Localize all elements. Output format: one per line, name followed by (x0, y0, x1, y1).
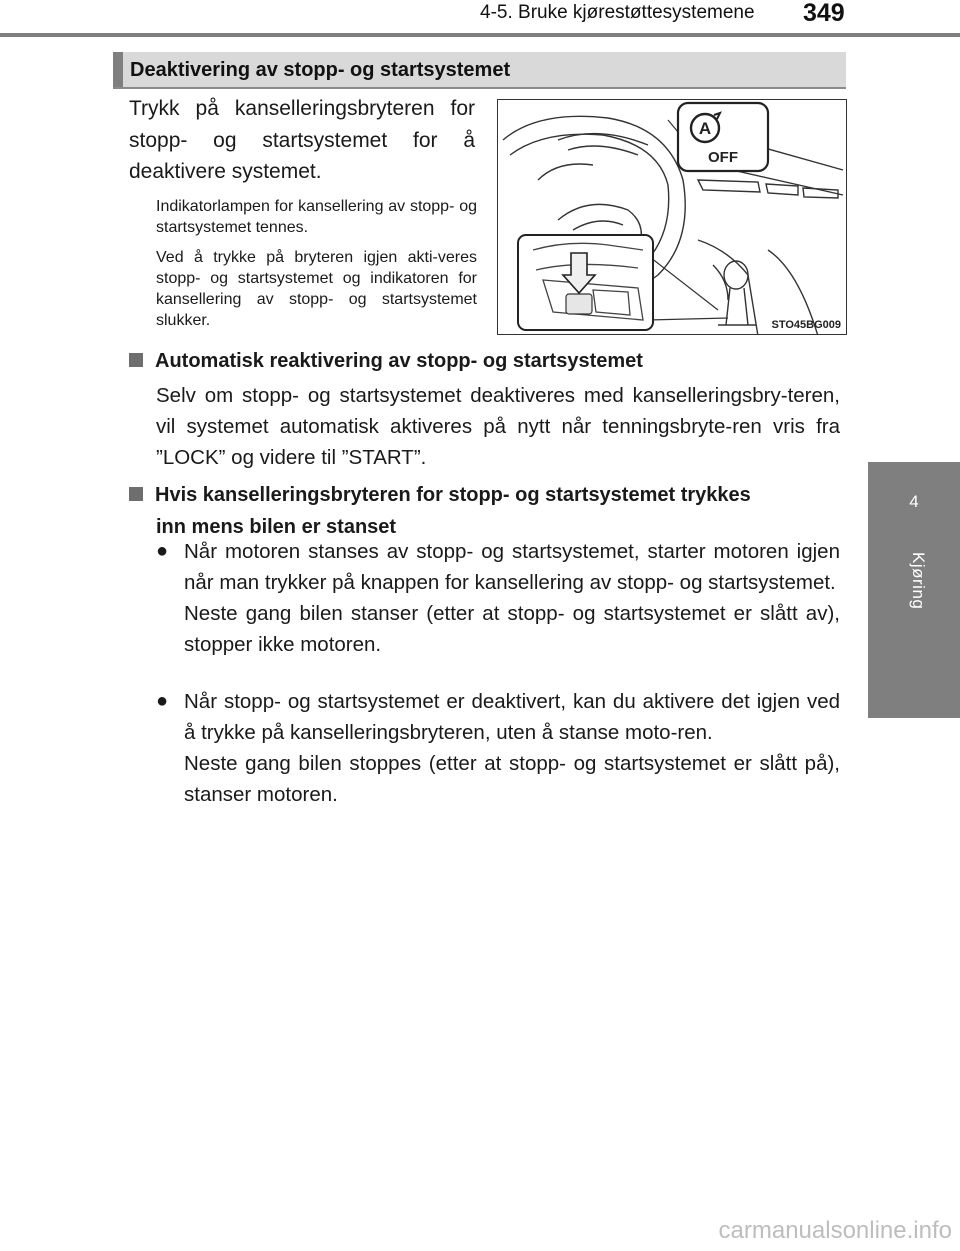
intro-note-indicator: Indikatorlampen for kansellering av stopp- og startsystemet tennes. (156, 198, 477, 236)
bullet-text: Når motoren stanses av stopp- og startsystemet, starter motoren igjen når man trykker på knappen for kansellering av stopp- og startsystemet. (184, 540, 840, 594)
subheading-auto-reactivation (129, 345, 643, 377)
square-bullet-icon (129, 353, 143, 367)
square-bullet-icon (129, 487, 143, 501)
subheading-line-1: Hvis kanselleringsbryteren for stopp- og startsystemet trykkes (155, 484, 751, 506)
page-number: 349 (803, 0, 845, 27)
side-tab-number: 4 (909, 492, 919, 511)
figure-code: STO45BG009 (771, 319, 841, 331)
bullet-text: Når stopp- og startsystemet er deaktivert, kan du aktivere det igjen ved å trykke på kanselleringsbryteren, uten å stanse moto-ren. (184, 690, 840, 744)
subheading-line-2: inn mens bilen er stanset (156, 516, 397, 538)
dashboard-illustration (497, 99, 847, 335)
intro-text: Trykk på kanselleringsbryteren for stopp- og startsystemet for å deaktivere systemet. (129, 97, 475, 183)
subheading-pressed-when-stopped (129, 479, 844, 543)
dashboard-drawing (498, 100, 847, 335)
section-header (113, 52, 846, 89)
chapter-side-tab (868, 462, 960, 718)
indicator-off-text: OFF (708, 149, 738, 166)
header-rule (0, 33, 960, 37)
indicator-letter: A (698, 119, 712, 138)
section-header-accent (113, 52, 123, 87)
list-item (156, 536, 840, 660)
subheading-auto-reactivation-text: Automatisk reaktivering av stopp- og startsystemet (155, 350, 643, 372)
bullet-continuation: Neste gang bilen stoppes (etter at stopp- og startsystemet er slått på), stanser motoren. (184, 752, 840, 806)
chapter-title: 4-5. Bruke kjørestøttesystemene (480, 2, 755, 23)
side-tab-label: Kjøring (909, 552, 928, 610)
bullet-continuation: Neste gang bilen stanser (etter at stopp- og startsystemet er slått av), stopper ikke motoren. (184, 602, 840, 656)
bullet-dot-icon: ● (156, 540, 169, 562)
auto-reactivation-text: Selv om stopp- og startsystemet deaktiveres med kanselleringsbry-teren, vil systemet automatisk aktiveres på nytt når tenningsbryte-ren vris fra ”LOCK” og videre til ”START”. (156, 384, 840, 469)
section-title: Deaktivering av stopp- og startsystemet (130, 59, 511, 81)
intro-note-reactivate: Ved å trykke på bryteren igjen akti-veres stopp- og startsystemet og indikatoren for kansellering av stopp- og startsystemet slukker. (156, 249, 477, 329)
watermark: carmanualsonline.info (718, 1217, 952, 1244)
list-item (156, 686, 840, 810)
bullet-dot-icon: ● (156, 690, 169, 712)
